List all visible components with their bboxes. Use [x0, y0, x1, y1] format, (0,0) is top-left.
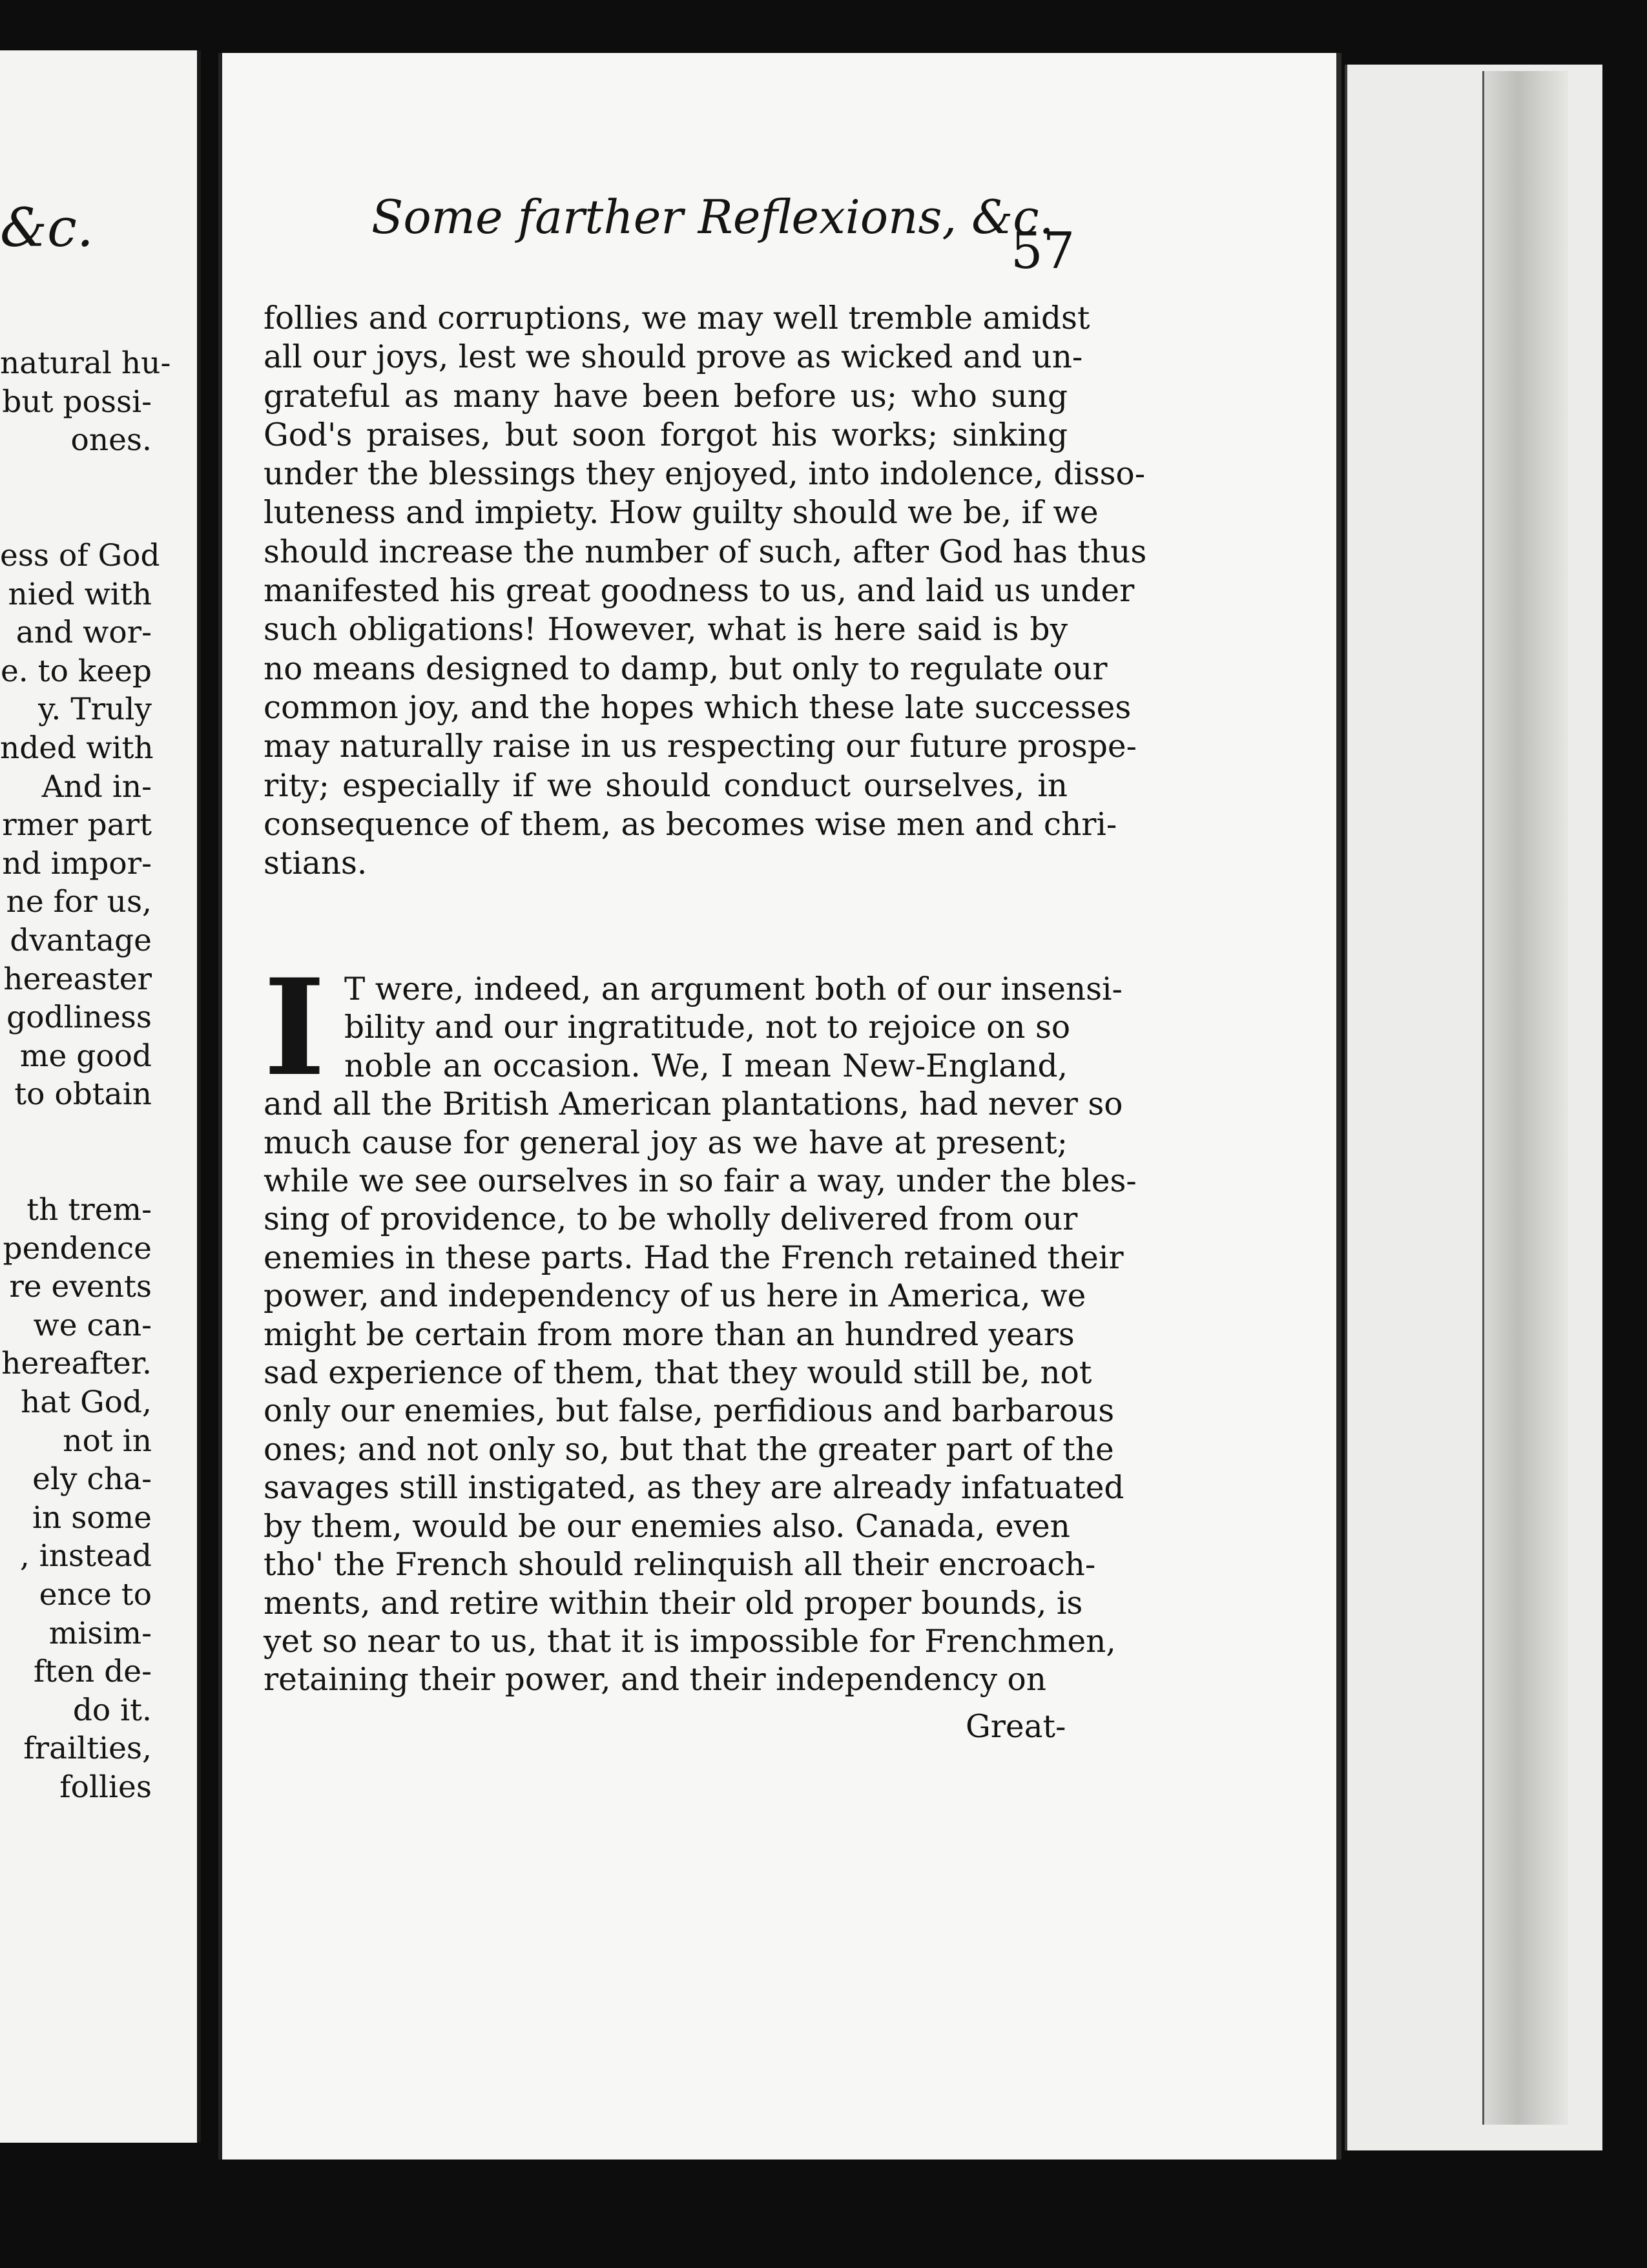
left-page-line [0, 1152, 152, 1191]
left-page-line: hereaster [3, 961, 152, 997]
text-line: sing of providence, to be wholly delivered from our [264, 1201, 1078, 1238]
left-page-line: th trem- [26, 1192, 152, 1228]
left-page-line: And in- [41, 768, 152, 805]
left-page-line: misim- [48, 1615, 152, 1651]
running-head: Some farther Reflexions, &c. [371, 190, 1054, 244]
left-page-line: y. Truly [38, 692, 152, 728]
paragraph-1 [264, 299, 1147, 883]
text-line: enemies in these parts. Had the French retained their [264, 1239, 1124, 1276]
left-page-line: nded with [0, 730, 154, 766]
text-line: grateful as many have been before us; who sung [264, 378, 1068, 415]
left-page-line: nied with [8, 576, 152, 612]
left-page-line: do it. [72, 1692, 152, 1728]
text-line: follies and corruptions, we may well tremble amidst [264, 300, 1090, 336]
left-page-line: pendence [3, 1230, 152, 1266]
left-page-line: natural hu- [0, 345, 171, 381]
text-line: all our joys, lest we should prove as wicked and un- [264, 339, 1083, 376]
text-line: retaining their power, and their independency on [264, 1662, 1046, 1698]
text-line: ones; and not only so, but that the greater part of the [264, 1431, 1114, 1468]
text-line: T were, indeed, an argument both of our insensi- [344, 971, 1123, 1007]
text-line: and all the British American plantations, had never so [264, 1086, 1123, 1123]
text-line: bility and our ingratitude, not to rejoice on so [344, 1009, 1071, 1046]
left-page-text [0, 344, 171, 1807]
text-line: no means designed to damp, but only to regulate our [264, 650, 1108, 687]
text-line: may naturally raise in us respecting our future prospe- [264, 728, 1137, 765]
left-page-line: ne for us, [6, 884, 152, 920]
text-line: luteness and impiety. How guilty should we be, if we [264, 495, 1099, 531]
text-line: consequence of them, as becomes wise men and chri- [264, 806, 1117, 843]
text-line: manifested his great goodness to us, and laid us under [264, 573, 1135, 610]
left-page-line: we can- [33, 1307, 152, 1343]
text-line: noble an occasion. We, I mean New-England, [344, 1047, 1068, 1084]
catchword: Great- [966, 1709, 1066, 1745]
text-line: might be certain from more than an hundred years [264, 1316, 1075, 1353]
text-line: ments, and retire within their old proper bounds, is [264, 1585, 1083, 1622]
left-page-line [0, 1114, 152, 1153]
text-line: power, and independency of us here in America, we [264, 1278, 1086, 1315]
left-page-line: ften de- [33, 1654, 152, 1690]
text-line: while we see ourselves in so fair a way, under the bles- [264, 1163, 1137, 1200]
left-page-line: re events [9, 1269, 152, 1305]
left-page-line: e. to keep [0, 653, 152, 689]
left-page-line: hat God, [21, 1385, 152, 1421]
text-line: God's praises, but soon forgot his works; sinking [264, 417, 1068, 453]
page-number: 57 [1011, 222, 1075, 280]
left-page-line: follies [59, 1769, 152, 1805]
left-page-line: to obtain [14, 1077, 152, 1113]
drop-cap: I [264, 951, 326, 1106]
left-page-line: hereafter. [1, 1346, 152, 1382]
text-line: common joy, and the hopes which these late successes [264, 689, 1132, 726]
left-page-line: ess of God [0, 537, 160, 573]
text-line: savages still instigated, as they are already infatuated [264, 1470, 1124, 1507]
text-line: only our enemies, but false, perfidious and barbarous [264, 1393, 1115, 1430]
left-page-running-head: &c. [0, 198, 94, 259]
left-page-line: ely cha- [32, 1461, 152, 1498]
text-line: such obligations! However, what is here said is by [264, 612, 1068, 648]
left-page-line: not in [63, 1423, 152, 1459]
left-page-line: ence to [39, 1577, 152, 1613]
text-line: rity; especially if we should conduct ourselves, in [264, 767, 1068, 804]
text-line: tho' the French should relinquish all their encroach- [264, 1547, 1096, 1583]
left-page-line: godliness [6, 1000, 152, 1036]
left-page-line: but possi- [2, 384, 152, 420]
left-page-line: me good [19, 1038, 152, 1074]
left-page-line: in some [32, 1500, 152, 1536]
text-line: yet so near to us, that it is impossible for Frenchmen, [264, 1623, 1116, 1660]
text-line: under the blessings they enjoyed, into indolence, disso- [264, 456, 1146, 493]
left-page-line: rmer part [2, 807, 152, 843]
facing-page-left [0, 50, 201, 2143]
left-page-line: nd impor- [2, 845, 152, 881]
text-line: sad experience of them, that they would still be, not [264, 1355, 1092, 1392]
text-line: by them, would be our enemies also. Canada, even [264, 1508, 1070, 1545]
text-line: much cause for general joy as we have at present; [264, 1124, 1068, 1161]
left-page-line: and wor- [16, 615, 152, 651]
left-page-line: dvantage [10, 922, 152, 958]
text-line: stians. [264, 845, 368, 882]
left-page-line [0, 498, 152, 537]
paragraph-2 [264, 971, 1137, 1700]
left-page-line: frailties, [23, 1731, 152, 1767]
page-fore-edge [1482, 71, 1568, 2125]
left-page-line: , instead [19, 1538, 152, 1574]
left-page-line [0, 460, 152, 499]
left-page-line: ones. [70, 422, 152, 459]
text-line: should increase the number of such, after God has thus [264, 533, 1147, 570]
